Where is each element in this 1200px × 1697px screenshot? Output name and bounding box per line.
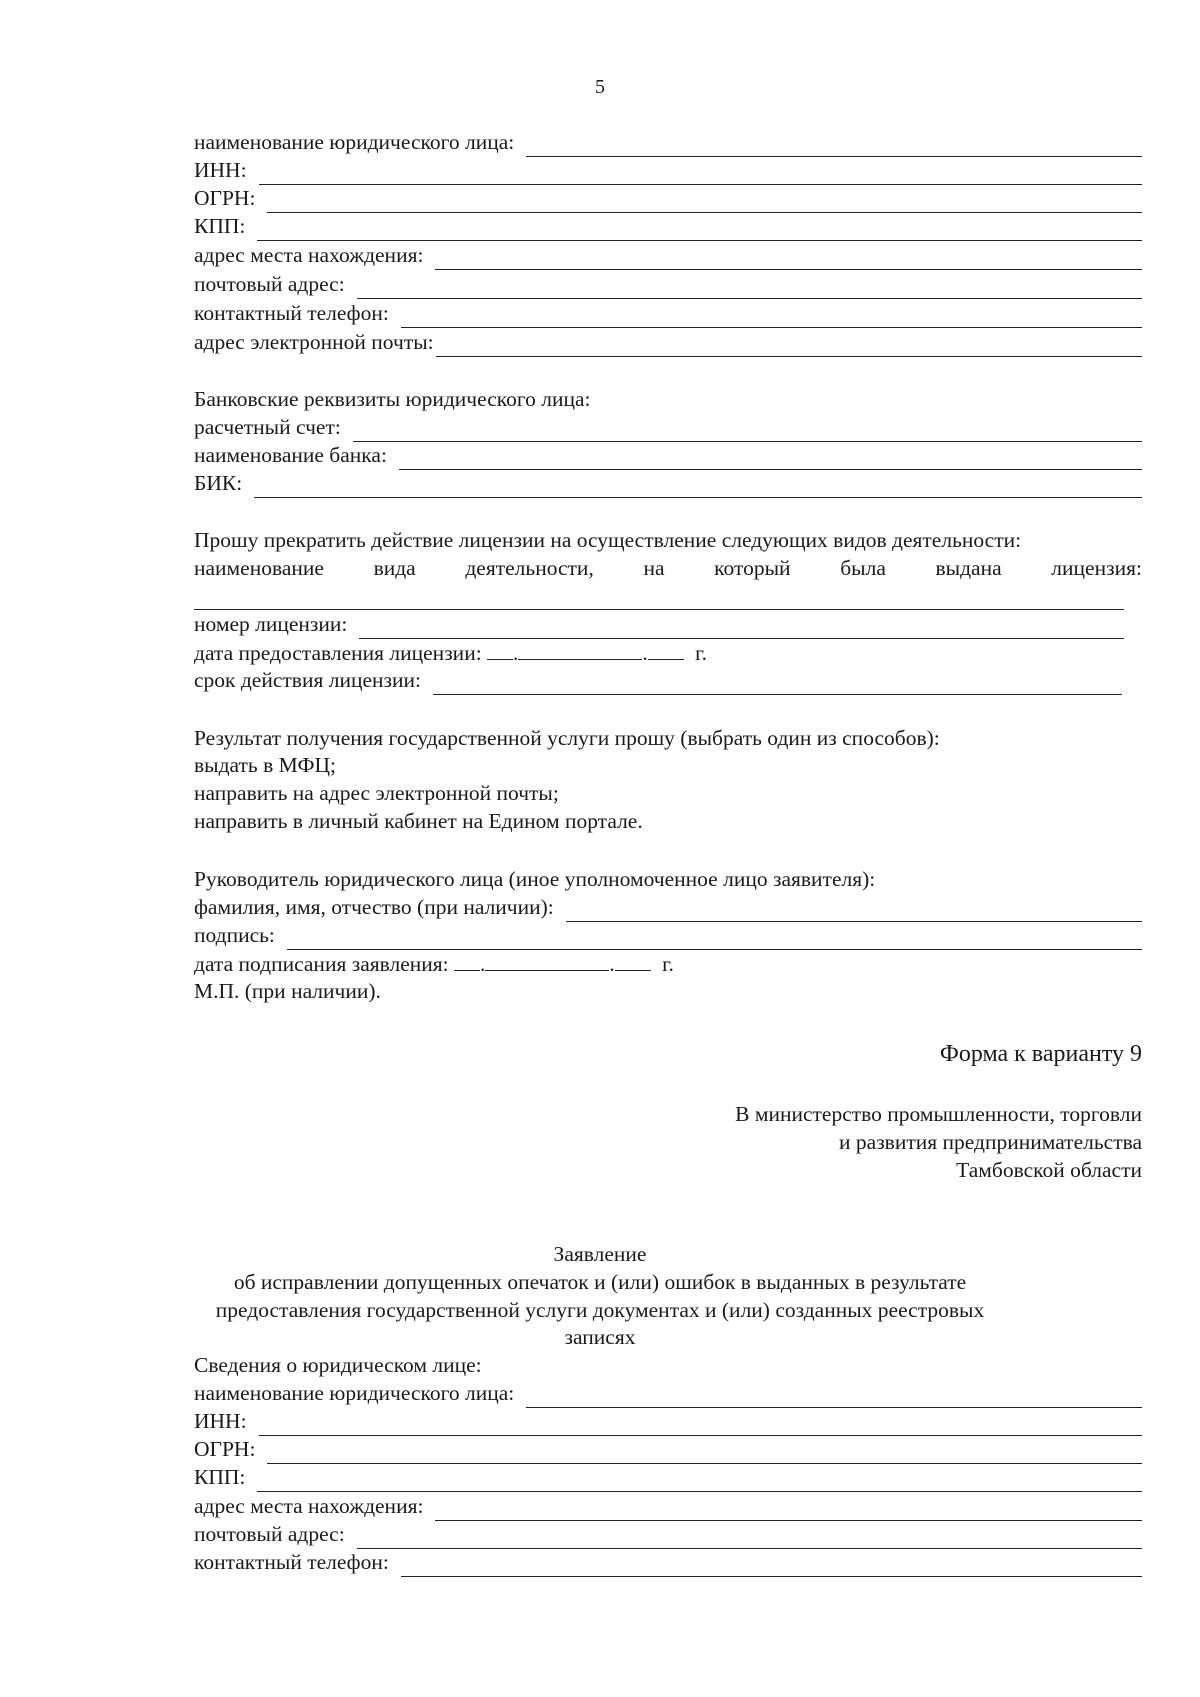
field-label: ОГРН:	[194, 1437, 256, 1461]
date-separator: .	[609, 952, 615, 976]
fill-line[interactable]	[353, 419, 1142, 442]
application-subtitle-1: об исправлении допущенных опечаток и (или) ошибок в выданных в результате	[233, 1270, 967, 1294]
fill-line[interactable]	[357, 276, 1142, 299]
word: который	[714, 556, 791, 580]
field-ogrn[interactable]	[194, 183, 1142, 213]
fill-line[interactable]	[399, 447, 1142, 470]
stamp-note: М.П. (при наличии).	[194, 979, 381, 1003]
fill-line[interactable]	[357, 1526, 1142, 1549]
result-option-portal[interactable]: направить в личный кабинет на Едином портале.	[194, 809, 643, 833]
field-label: подпись:	[194, 923, 275, 947]
entity-info-heading: Сведения о юридическом лице:	[194, 1353, 482, 1377]
date-separator: .	[480, 952, 486, 976]
field-label: наименование юридического лица:	[194, 1381, 515, 1405]
result-heading: Результат получения государственной услуги прошу (выбрать один из способов):	[194, 726, 940, 750]
field-license-number[interactable]	[194, 609, 1124, 639]
field-label: контактный телефон:	[194, 1550, 389, 1574]
field-bik[interactable]	[194, 468, 1142, 498]
field-label: адрес места нахождения:	[194, 1494, 424, 1518]
field-label: наименование банка:	[194, 443, 387, 467]
license-request: Прошу прекратить действие лицензии на осуществление следующих видов деятельности:	[194, 528, 1022, 552]
date-month-line[interactable]	[518, 637, 642, 660]
fill-line[interactable]	[526, 134, 1142, 157]
year-suffix: г.	[695, 641, 707, 665]
word: наименование	[194, 556, 324, 580]
field-label: адрес электронной почты:	[194, 330, 434, 354]
field-signature[interactable]	[194, 920, 1142, 950]
fill-line[interactable]	[566, 899, 1142, 922]
date-month-line[interactable]	[485, 948, 609, 971]
year-suffix: г.	[662, 952, 674, 976]
field-label: ИНН:	[194, 158, 247, 182]
field-location-address-2[interactable]	[194, 1491, 1142, 1521]
field-label: расчетный счет:	[194, 415, 341, 439]
field-label: наименование юридического лица:	[194, 130, 515, 154]
page-number: 5	[595, 76, 605, 98]
field-label: КПП:	[194, 1465, 246, 1489]
field-label: дата предоставления лицензии:	[194, 641, 482, 665]
fill-line[interactable]	[267, 1441, 1142, 1464]
field-label: БИК:	[194, 471, 243, 495]
activity-name-label	[194, 553, 1142, 583]
field-label: КПП:	[194, 214, 246, 238]
field-postal-address-2[interactable]	[194, 1519, 1142, 1549]
fill-line[interactable]	[257, 218, 1142, 241]
field-license-date[interactable]	[194, 637, 707, 668]
date-day-line[interactable]	[454, 948, 480, 971]
field-label: ИНН:	[194, 1409, 247, 1433]
field-postal-address[interactable]	[194, 269, 1142, 299]
date-year-line[interactable]	[648, 637, 684, 660]
fill-line[interactable]	[257, 1469, 1142, 1492]
application-subtitle-2: предоставления государственной услуги документах и (или) созданных реестровых	[215, 1298, 985, 1322]
date-day-line[interactable]	[487, 637, 513, 660]
result-option-mfc[interactable]: выдать в МФЦ;	[194, 753, 336, 777]
word: деятельности,	[465, 556, 594, 580]
fill-line[interactable]	[433, 672, 1122, 695]
field-location-address[interactable]	[194, 240, 1142, 270]
field-kpp-2[interactable]	[194, 1462, 1142, 1492]
fill-line[interactable]	[435, 247, 1142, 270]
fill-line[interactable]	[401, 305, 1142, 328]
field-ogrn-2[interactable]	[194, 1434, 1142, 1464]
field-label: почтовый адрес:	[194, 272, 345, 296]
field-phone[interactable]	[194, 298, 1142, 328]
field-bank-name[interactable]	[194, 440, 1142, 470]
word: была	[840, 556, 886, 580]
field-entity-name-2[interactable]	[194, 1378, 1142, 1408]
field-label: фамилия, имя, отчество (при наличии):	[194, 895, 554, 919]
signer-heading: Руководитель юридического лица (иное уполномоченное лицо заявителя):	[194, 867, 876, 891]
word: лицензия:	[1051, 556, 1142, 580]
fill-line[interactable]	[435, 1498, 1142, 1521]
addressee-line-1: В министерство промышленности, торговли	[735, 1102, 1142, 1126]
field-license-validity[interactable]	[194, 665, 1122, 695]
field-inn[interactable]	[194, 155, 1142, 185]
application-title: Заявление	[553, 1242, 647, 1266]
word: вида	[373, 556, 416, 580]
word: выдана	[935, 556, 1002, 580]
form-heading: Форма к варианту 9	[939, 1041, 1142, 1067]
field-inn-2[interactable]	[194, 1406, 1142, 1436]
fill-line[interactable]	[267, 190, 1142, 213]
result-option-email[interactable]: направить на адрес электронной почты;	[194, 781, 559, 805]
field-label: контактный телефон:	[194, 301, 389, 325]
field-phone-2[interactable]	[194, 1547, 1142, 1577]
date-separator: .	[642, 641, 648, 665]
field-kpp[interactable]	[194, 211, 1142, 241]
fill-line[interactable]	[287, 927, 1142, 950]
fill-line[interactable]	[436, 334, 1142, 357]
field-entity-name[interactable]	[194, 127, 1142, 157]
addressee-line-3: Тамбовской области	[956, 1158, 1142, 1182]
field-label: срок действия лицензии:	[194, 668, 421, 692]
field-activity-name[interactable]	[194, 580, 1124, 610]
date-separator: .	[513, 641, 519, 665]
field-email[interactable]	[194, 327, 1142, 357]
fill-line[interactable]	[259, 1413, 1142, 1436]
word: на	[643, 556, 665, 580]
addressee-line-2: и развития предпринимательства	[839, 1130, 1142, 1154]
fill-line[interactable]	[401, 1554, 1142, 1577]
application-subtitle-3: записях	[564, 1325, 636, 1349]
field-label: почтовый адрес:	[194, 1522, 345, 1546]
field-label: адрес места нахождения:	[194, 243, 424, 267]
fill-line[interactable]	[526, 1385, 1142, 1408]
bank-heading: Банковские реквизиты юридического лица:	[194, 387, 591, 411]
field-label: дата подписания заявления:	[194, 952, 449, 976]
fill-line[interactable]	[259, 162, 1142, 185]
fill-line[interactable]	[359, 616, 1124, 639]
field-account[interactable]	[194, 412, 1142, 442]
field-label: ОГРН:	[194, 186, 256, 210]
field-label: номер лицензии:	[194, 612, 348, 636]
field-sign-date[interactable]	[194, 948, 674, 979]
fill-line[interactable]	[254, 475, 1142, 498]
date-year-line[interactable]	[615, 948, 651, 971]
field-signer-name[interactable]	[194, 892, 1142, 922]
fill-line[interactable]	[194, 587, 1124, 610]
